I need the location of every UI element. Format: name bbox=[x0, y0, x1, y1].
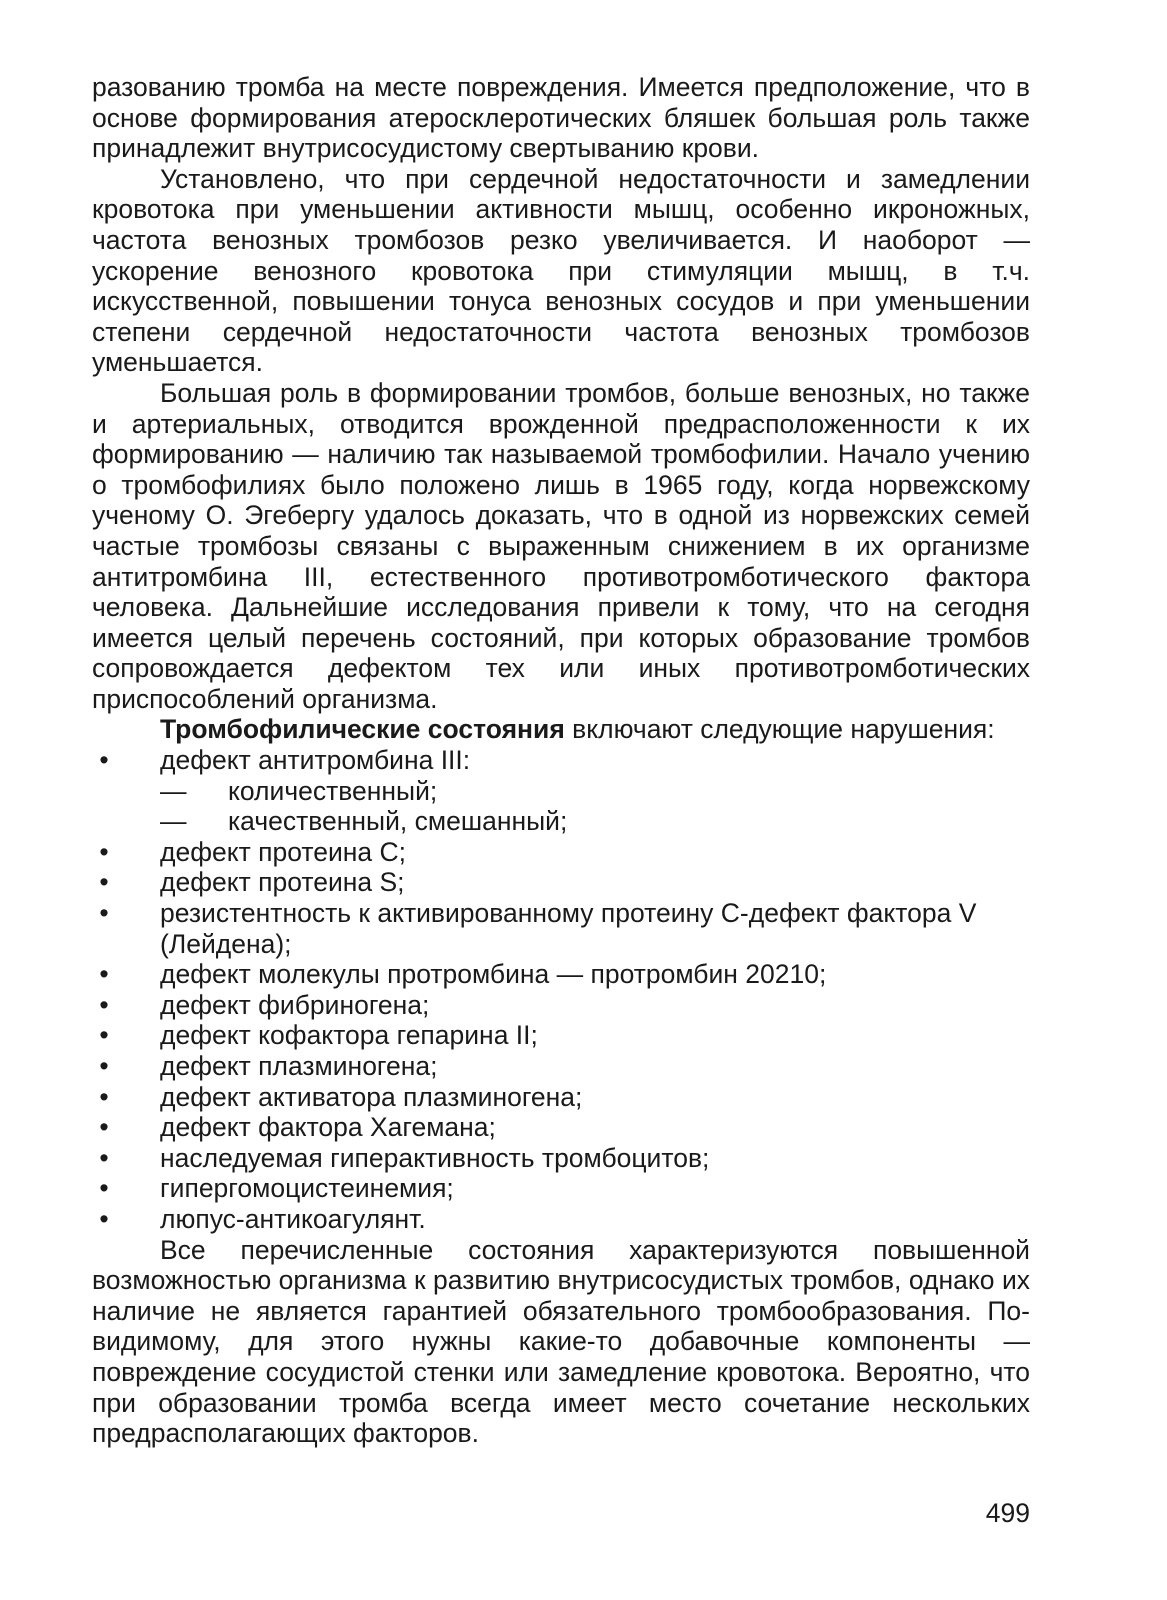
list-item bbox=[92, 1204, 1030, 1235]
list-item-text: дефект протеина С; bbox=[160, 836, 406, 867]
list-item bbox=[92, 867, 1030, 898]
list-item-text: люпус-антикоагулянт. bbox=[160, 1203, 426, 1234]
list-item bbox=[92, 745, 1030, 837]
list-item-text: дефект фактора Хагемана; bbox=[160, 1112, 496, 1143]
list-item bbox=[92, 1020, 1030, 1051]
list-item bbox=[92, 898, 1030, 959]
bullet-icon: • bbox=[99, 989, 109, 1020]
thrombophilia-list bbox=[92, 745, 1030, 1235]
list-intro-text: включают следующие нарушения: bbox=[564, 714, 995, 745]
paragraph-continued: разованию тромба на месте повреждения. Имеется предположение, что в основе формирования атеросклеротических бляшек большая роль также принадлежит внутрисосудистому свертыванию крови. bbox=[92, 72, 1030, 164]
list-item-text: наследуемая гиперактивность тромбоцитов; bbox=[160, 1142, 710, 1173]
list-item bbox=[92, 1051, 1030, 1082]
list-item-text: дефект протеина S; bbox=[160, 867, 405, 898]
page-number: 499 bbox=[985, 1498, 1030, 1528]
list-item bbox=[92, 1112, 1030, 1143]
term-thrombophilic-states: Тромбофилические состояния bbox=[160, 714, 565, 745]
list-item-text: дефект активатора плазминогена; bbox=[160, 1081, 583, 1112]
bullet-icon: • bbox=[99, 959, 109, 990]
dash-icon: — bbox=[160, 806, 187, 837]
paragraph-list-intro bbox=[92, 714, 1030, 745]
bullet-icon: • bbox=[99, 1020, 109, 1051]
dash-icon: — bbox=[160, 775, 187, 806]
bullet-icon: • bbox=[99, 1203, 109, 1234]
paragraph-blood-flow: Установлено, что при сердечной недостаточности и замедлении кровотока при уменьшении активности мышц, особенно икроножных, частота венозных тромбозов резко увеличивается. И наоборот — ускорение венозного кровотока при стимуляции мышц, в т.ч. искусственной, повышении тонуса венозных сосудов и при уменьшении степени сердечной недостаточности частота венозных тромбозов уменьшается. bbox=[92, 163, 1030, 378]
bullet-icon: • bbox=[99, 867, 109, 898]
bullet-icon: • bbox=[99, 1112, 109, 1143]
list-item bbox=[92, 1143, 1030, 1174]
bullet-icon: • bbox=[99, 1142, 109, 1173]
bullet-icon: • bbox=[99, 1081, 109, 1112]
list-item-text: дефект антитромбина III: bbox=[160, 745, 471, 776]
list-item-text: дефект фибриногена; bbox=[160, 989, 430, 1020]
list-item-text: резистентность к активированному протеину С-дефект фактора V (Лейдена); bbox=[160, 898, 977, 959]
list-item-text: дефект кофактора гепарина II; bbox=[160, 1020, 538, 1051]
list-item-text: дефект плазминогена; bbox=[160, 1051, 438, 1081]
sub-list bbox=[160, 776, 1030, 837]
bullet-icon: • bbox=[99, 745, 109, 776]
list-item bbox=[92, 837, 1030, 868]
paragraph-conclusion: Все перечисленные состояния характеризуются повышенной возможностью организма к развитию внутрисосудистых тромбов, однако их наличие не является гарантией обязательного тромбообразования. По-видимому, для этого нужны какие-то добавочные компоненты — повреждение сосудистой стенки или замедление кровотока. Вероятно, что при образовании тромба всегда имеет место сочетание нескольких предрасполагающих факторов. bbox=[92, 1234, 1030, 1449]
list-item bbox=[92, 1173, 1030, 1204]
list-item-text: гипергомоцистеинемия; bbox=[160, 1173, 454, 1204]
list-item-text: дефект молекулы протромбина — протромбин 20210; bbox=[160, 959, 827, 990]
sub-list-item-text: качественный, смешанный; bbox=[228, 806, 568, 837]
list-item bbox=[92, 1082, 1030, 1113]
list-item bbox=[92, 990, 1030, 1021]
bullet-icon: • bbox=[99, 1051, 109, 1081]
sub-list-item-text: количественный; bbox=[228, 775, 438, 806]
sub-list-item bbox=[92, 806, 1030, 837]
bullet-icon: • bbox=[99, 1173, 109, 1204]
list-item bbox=[92, 959, 1030, 990]
page-body bbox=[92, 72, 1030, 1449]
bullet-icon: • bbox=[99, 898, 109, 929]
sub-list-item bbox=[92, 776, 1030, 807]
paragraph-thrombophilia: Большая роль в формировании тромбов, больше венозных, но также и артериальных, отводится врожденной предрасположенности к их формированию — наличию так называемой тромбофилии. Начало учению о тромбофилиях было положено лишь в 1965 году, когда норвежскому ученому О. Эгебергу удалось доказать, что в одной из норвежских семей частые тромбозы связаны с выраженным снижением в их организме антитромбина III, естественного противотромботического фактора человека. Дальнейшие исследования привели к тому, что на сегодня имеется целый перечень состояний, при которых образование тромбов сопровождается дефектом тех или иных противотромботических приспособлений организма. bbox=[92, 377, 1030, 714]
bullet-icon: • bbox=[99, 836, 109, 867]
